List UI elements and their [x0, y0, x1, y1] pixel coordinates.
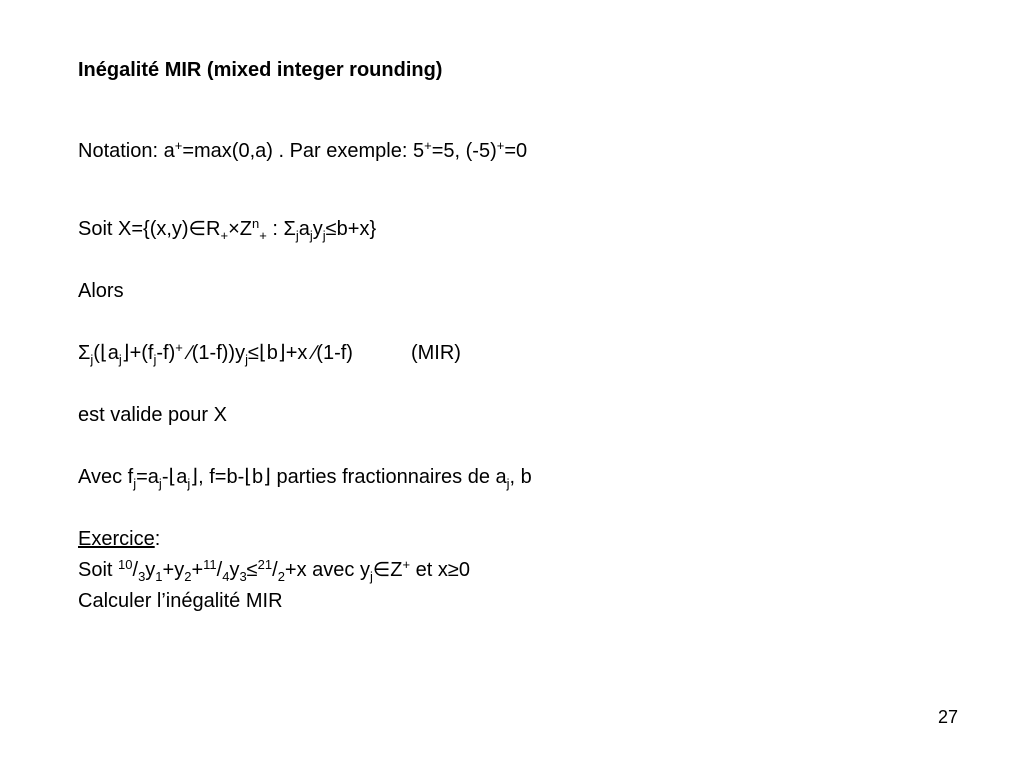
alors-line: Alors [78, 280, 124, 302]
page-number: 27 [938, 707, 959, 727]
calculer-line: Calculer l’inégalité MIR [78, 590, 283, 612]
set-definition-line: Soit $X=\{(x,y)\in R_+\times Z^n_+$ : $\Sigma_ja_jy_j\le b+x$} [78, 216, 377, 243]
mir-label: (MIR) [410, 342, 461, 364]
mir-formula-line: $\Sigma_j(⌊a_j⌋+(f_j-f)^+$ $∕(1-f))y_j\le⌊b⌋+x$ ∕(1-f) (MIR) [78, 340, 461, 367]
exercice-heading: Exercice: [78, 528, 161, 550]
exercise-statement: Soit $^{10}/_3y_1+y_2+^{11}/_4y_3\le^{21}/_2+x$ avec $y_j\in Z^+$ et x≥0 [78, 557, 470, 584]
valid-line: est valide pour X [78, 404, 227, 426]
exercice-label: Exercice [78, 528, 155, 550]
avec-line: Avec $f_j=a_j-⌊a_j⌋$, f=b-⌊b⌋ parties fractionnaires de $a_j$, b [78, 466, 532, 491]
notation-line: Notation: a+=max(0,a) . Par exemple: 5+=5, (-5)+=0 [78, 138, 528, 162]
slide-title: Inégalité MIR (mixed integer rounding) [78, 59, 443, 81]
